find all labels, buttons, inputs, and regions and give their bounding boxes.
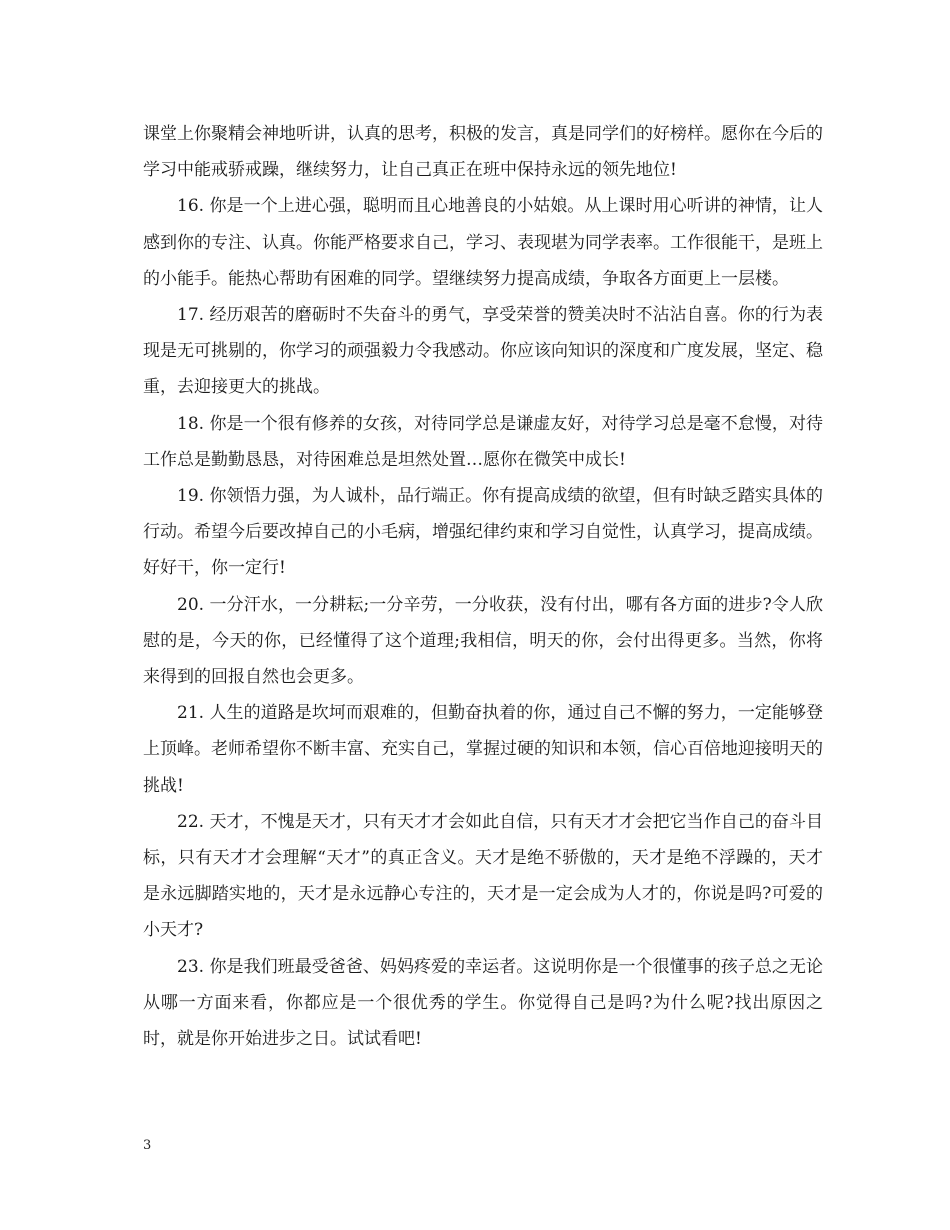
paragraph-comment-17: 17. 经历艰苦的磨砺时不失奋斗的勇气，享受荣誉的赞美决时不沾沾自喜。你的行为表现是无可挑剔的，你学习的顽强毅力令我感动。你应该向知识的深度和广度发展，坚定、稳重，去迎接更大的挑战。 <box>143 305 823 398</box>
paragraph-comment-19: 19. 你领悟力强，为人诚朴，品行端正。你有提高成绩的欲望，但有时缺乏踏实具体的行动。希望今后要改掉自己的小毛病，增强纪律约束和学习自觉性，认真学习，提高成绩。好好干，你一定行! <box>143 486 823 579</box>
document-body <box>143 116 823 1057</box>
paragraph-comment-22: 22. 天才，不愧是天才，只有天才才会如此自信，只有天才才会把它当作自己的奋斗目标，只有天才才会理解“天才”的真正含义。天才是绝不骄傲的，天才是绝不浮躁的，天才是永远脚踏实地的，天才是永远静心专注的，天才是一定会成为人才的，你说是吗?可爱的小天才? <box>143 811 823 941</box>
page-number: 3 <box>143 1138 152 1153</box>
paragraph-comment-20: 20. 一分汗水，一分耕耘;一分辛劳，一分收获，没有付出，哪有各方面的进步?令人欣慰的是，今天的你，已经懂得了这个道理;我相信，明天的你，会付出得更多。当然，你将来得到的回报自然也会更多。 <box>143 594 823 688</box>
paragraph-comment-18: 18. 你是一个很有修养的女孩，对待同学总是谦虚友好，对待学习总是毫不怠慢，对待工作总是勤勤恳恳，对待困难总是坦然处置…愿你在微笑中成长! <box>143 413 823 470</box>
paragraph-comment-21: 21. 人生的道路是坎坷而艰难的，但勤奋执着的你，通过自己不懈的努力，一定能够登上顶峰。老师希望你不断丰富、充实自己，掌握过硬的知识和本领，信心百倍地迎接明天的挑战! <box>143 703 823 796</box>
paragraph-continuation: 课堂上你聚精会神地听讲，认真的思考，积极的发言，真是同学们的好榜样。愿你在今后的学习中能戒骄戒躁，继续努力，让自己真正在班中保持永远的领先地位! <box>143 124 823 181</box>
paragraph-comment-23: 23. 你是我们班最受爸爸、妈妈疼爱的幸运者。这说明你是一个很懂事的孩子总之无论从哪一方面来看，你都应是一个很优秀的学生。你觉得自己是吗?为什么呢?找出原因之时，就是你开始进步之日。试试看吧! <box>143 956 823 1050</box>
paragraph-comment-16: 16. 你是一个上进心强，聪明而且心地善良的小姑娘。从上课时用心听讲的神情，让人感到你的专注、认真。你能严格要求自己，学习、表现堪为同学表率。工作很能干，是班上的小能手。能热心帮助有困难的同学。望继续努力提高成绩，争取各方面更上一层楼。 <box>143 196 823 289</box>
